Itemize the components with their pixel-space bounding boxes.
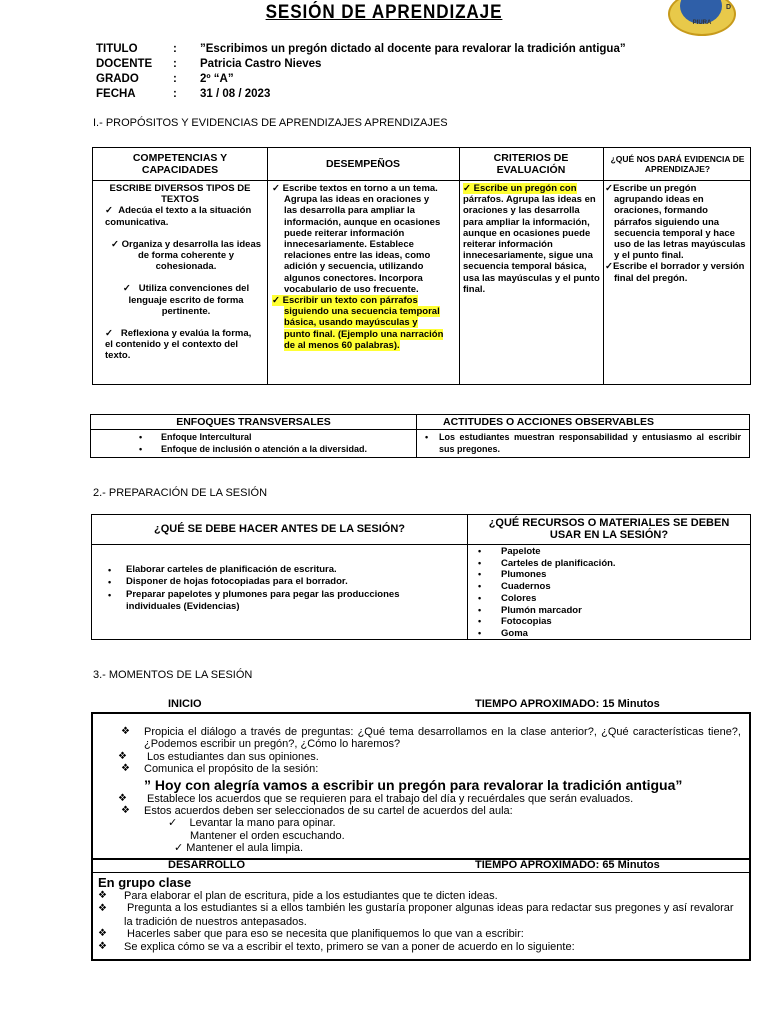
col-header-desempenos: DESEMPEÑOS bbox=[325, 158, 401, 170]
check-icon: ✓ bbox=[463, 183, 471, 194]
enfoques-table bbox=[90, 414, 750, 458]
header-row-fecha bbox=[0, 88, 768, 103]
diamond-bullet-icon: ❖ bbox=[121, 763, 130, 775]
list-item: • Plumones bbox=[474, 569, 744, 581]
purposes-table bbox=[92, 147, 751, 385]
col-header-recursos: ¿QUÉ RECURSOS O MATERIALES SE DEBEN USAR EN LA SESIÓN? bbox=[488, 517, 730, 541]
inicio-label: INICIO bbox=[168, 698, 202, 710]
list-item: • Los estudiantes muestran responsabilidad y entusiasmo al escribir sus pregones. bbox=[421, 432, 741, 455]
session-purpose: ” Hoy con alegría vamos a escribir un pregón para revalorar la tradición antigua” bbox=[144, 776, 683, 793]
col-header-evidencia: ¿QUÉ NOS DARÁ EVIDENCIA DE APRENDIZAJE? bbox=[610, 154, 745, 174]
diamond-bullet-icon: ❖ bbox=[98, 928, 107, 940]
header-row-grado bbox=[0, 73, 768, 88]
diamond-bullet-icon: ❖ bbox=[118, 792, 127, 804]
evidencias-cell bbox=[605, 183, 748, 284]
list-item: • Elaborar carteles de planificación de escritura. bbox=[104, 564, 444, 576]
list-item: • Goma bbox=[474, 628, 744, 640]
section-1-heading: I.- PROPÓSITOS Y EVIDENCIAS DE APRENDIZAJES APRENDIZAJES bbox=[93, 117, 448, 129]
diamond-bullet-icon: ❖ bbox=[98, 890, 107, 901]
school-logo bbox=[668, 0, 736, 36]
header-colon: : bbox=[173, 43, 177, 55]
inicio-content bbox=[118, 726, 741, 855]
criterios-cell bbox=[463, 183, 601, 295]
header-key: GRADO bbox=[96, 73, 139, 85]
list-item: • Fotocopias bbox=[474, 616, 744, 628]
header-colon: : bbox=[173, 58, 177, 70]
header-key: DOCENTE bbox=[96, 58, 153, 70]
list-item: • Carteles de planificación. bbox=[474, 558, 744, 570]
col-header-antes: ¿QUÉ SE DEBE HACER ANTES DE LA SESIÓN? bbox=[154, 523, 405, 535]
desempenos-cell bbox=[272, 183, 444, 351]
desarrollo-subtitle: En grupo clase bbox=[98, 875, 192, 890]
document-title: SESIÓN DE APRENDIZAJE bbox=[265, 2, 503, 23]
desarrollo-time: TIEMPO APROXIMADO: 65 Minutos bbox=[475, 859, 660, 871]
header-colon: : bbox=[173, 88, 177, 100]
diamond-bullet-icon: ❖ bbox=[118, 750, 127, 762]
capacidad-item: ✓ Organiza y desarrolla las ideas de forma coherente y cohesionada. bbox=[111, 238, 262, 273]
list-item: • Papelote bbox=[474, 546, 744, 558]
desarrollo-item: ❖ Para elaborar el plan de escritura, pide a los estudiantes que te dicten ideas. bbox=[98, 890, 498, 902]
diamond-bullet-icon: ❖ bbox=[121, 805, 130, 817]
header-value-fecha: 31 / 08 / 2023 bbox=[200, 88, 271, 100]
header-key: TITULO bbox=[96, 43, 138, 55]
desarrollo-item: ❖ Se explica cómo se va a escribir el texto, primero se van a poner de acuerdo en lo siguiente: bbox=[98, 940, 575, 953]
list-item: • Cuadernos bbox=[474, 581, 744, 593]
col-header-actitudes: ACTITUDES O ACCIONES OBSERVABLES bbox=[443, 416, 654, 428]
inicio-paragraph: ❖ Los estudiantes dan sus opiniones. bbox=[118, 750, 319, 763]
col-header-enfoques: ENFOQUES TRANSVERSALES bbox=[176, 416, 331, 428]
header-colon: : bbox=[173, 73, 177, 85]
desarrollo-item: ❖ Hacerles saber que para eso se necesita que planifiquemos lo que van a escribir: bbox=[98, 928, 524, 941]
check-icon: ✓ bbox=[122, 283, 131, 295]
list-item: • Colores bbox=[474, 593, 744, 605]
list-item: • Plumón marcador bbox=[474, 605, 744, 617]
check-icon: ✓ bbox=[605, 183, 613, 194]
acuerdo-item: ✓ Levantar la mano para opinar. bbox=[168, 817, 336, 830]
list-item: • Enfoque de inclusión o atención a la diversidad. bbox=[135, 444, 415, 456]
check-icon: ✓ bbox=[168, 817, 178, 830]
criterio-highlight: Escribe un pregón con bbox=[473, 183, 577, 194]
session-header bbox=[0, 43, 768, 103]
check-icon: ✓ bbox=[605, 261, 613, 273]
desarrollo-label: DESARROLLO bbox=[168, 859, 245, 871]
check-icon: ✓ bbox=[272, 183, 280, 194]
list-item: • Disponer de hojas fotocopiadas para el borrador. bbox=[104, 576, 444, 588]
header-value-docente: Patricia Castro Nieves bbox=[200, 58, 322, 70]
header-value-grado: 2º “A” bbox=[200, 73, 234, 85]
header-value-titulo: ”Escribimos un pregón dictado al docente para revalorar la tradición antigua” bbox=[200, 43, 626, 55]
inicio-paragraph: ❖ Estos acuerdos deben ser seleccionados de su cartel de acuerdos del aula: bbox=[121, 805, 513, 818]
diamond-bullet-icon: ❖ bbox=[98, 940, 107, 952]
capacidad-item: ✓ Adecúa el texto a la situación comunicativa. bbox=[105, 205, 252, 228]
desempeno-text: ✓ Escribe textos en torno a un tema. Agrupa las ideas en oraciones y las desarrolla para ampliar la información, aunque en ocasiones puede reiterar información innecesariamente. Establece relaciones entre las ideas, como adición y secuencia, utilizando algunos conectores. Incorpora vocabulario de uso frecuente. bbox=[272, 183, 441, 295]
antes-list bbox=[104, 564, 444, 613]
list-item: • Preparar papelotes y plumones para pegar las producciones individuales (Evidencias) bbox=[104, 589, 444, 614]
desarrollo-item: ❖ Pregunta a los estudiantes si a ellos también les gustaría proponer algunas ideas para redactar sus pregones y así revalorar la tradición de nuestros antepasados. bbox=[98, 902, 734, 928]
check-icon: ✓ bbox=[272, 295, 280, 307]
logo-side-letter: D bbox=[725, 4, 731, 11]
logo-label: PIURA bbox=[692, 20, 712, 26]
list-item: • Enfoque Intercultural bbox=[135, 432, 415, 444]
evidencia-item: ✓Escribe el borrador y versión final del pregón. bbox=[605, 261, 745, 284]
diamond-bullet-icon: ❖ bbox=[121, 726, 130, 737]
capacidad-item: ✓ Reflexiona y evalúa la forma, el contenido y el contexto del texto. bbox=[105, 328, 252, 362]
recursos-list bbox=[474, 546, 744, 640]
col-header-competencias: COMPETENCIAS Y CAPACIDADES bbox=[132, 152, 228, 176]
check-icon: ✓ bbox=[111, 238, 119, 250]
section-3-heading: 3.- MOMENTOS DE LA SESIÓN bbox=[93, 669, 253, 681]
inicio-time: TIEMPO APROXIMADO: 15 Minutos bbox=[475, 698, 660, 710]
evidencia-item: ✓Escribe un pregón agrupando ideas en oraciones, formando párrafos siguiendo una secuencia temporal y hace uso de las letras mayúsculas y el punto final. bbox=[605, 183, 746, 262]
header-key: FECHA bbox=[96, 88, 136, 100]
header-row-docente bbox=[0, 58, 768, 73]
section-2-heading: 2.- PREPARACIÓN DE LA SESIÓN bbox=[93, 487, 268, 499]
acuerdo-item: Mantener el orden escuchando. bbox=[190, 829, 345, 842]
header-row-titulo bbox=[0, 43, 768, 58]
preparation-table bbox=[91, 514, 751, 640]
enfoques-list bbox=[135, 432, 415, 455]
inicio-paragraph: ❖ Comunica el propósito de la sesión: bbox=[121, 763, 319, 776]
capacidad-item: ✓ Utiliza convenciones del lenguaje escrito de forma pertinente. bbox=[122, 283, 250, 317]
diamond-bullet-icon: ❖ bbox=[98, 903, 107, 915]
acuerdo-item: ✓ Mantener el aula limpia. bbox=[174, 842, 304, 855]
desempeno-highlight: ✓ Escribir un texto con párrafos siguiendo una secuencia temporal básica, usando mayúsculas y punto final. (Ejemplo una narración de al menos 60 palabras). bbox=[272, 295, 444, 351]
inicio-paragraph: ❖ Propicia el diálogo a través de preguntas: ¿Qué tema desarrollamos en la clase anterior?, ¿Qué características tiene?, ¿Podemos escribir un pregón?, ¿Cómo lo haremos? bbox=[121, 726, 741, 751]
criterio-text: párrafos. Agrupa las ideas en oraciones y las desarrolla para ampliar la información, aunque en ocasiones puede reiterar información innecesariamente, sigue una secuencia temporal básica, usa las mayúsculas y el punto final. bbox=[463, 194, 600, 295]
check-icon: ✓ bbox=[105, 205, 113, 217]
competencias-cell bbox=[99, 183, 261, 362]
inicio-paragraph: ❖ Establece los acuerdos que se requieren para el trabajo del día y recuérdales que serán evaluados. bbox=[118, 792, 634, 805]
competencia-title: ESCRIBE DIVERSOS TIPOS DE TEXTOS bbox=[109, 183, 251, 206]
actitudes-list bbox=[421, 432, 741, 455]
col-header-criterios: CRITERIOS DE EVALUACIÓN bbox=[493, 152, 569, 176]
desarrollo-content bbox=[98, 875, 743, 953]
check-icon: ✓ bbox=[174, 842, 184, 855]
check-icon: ✓ bbox=[105, 328, 113, 340]
